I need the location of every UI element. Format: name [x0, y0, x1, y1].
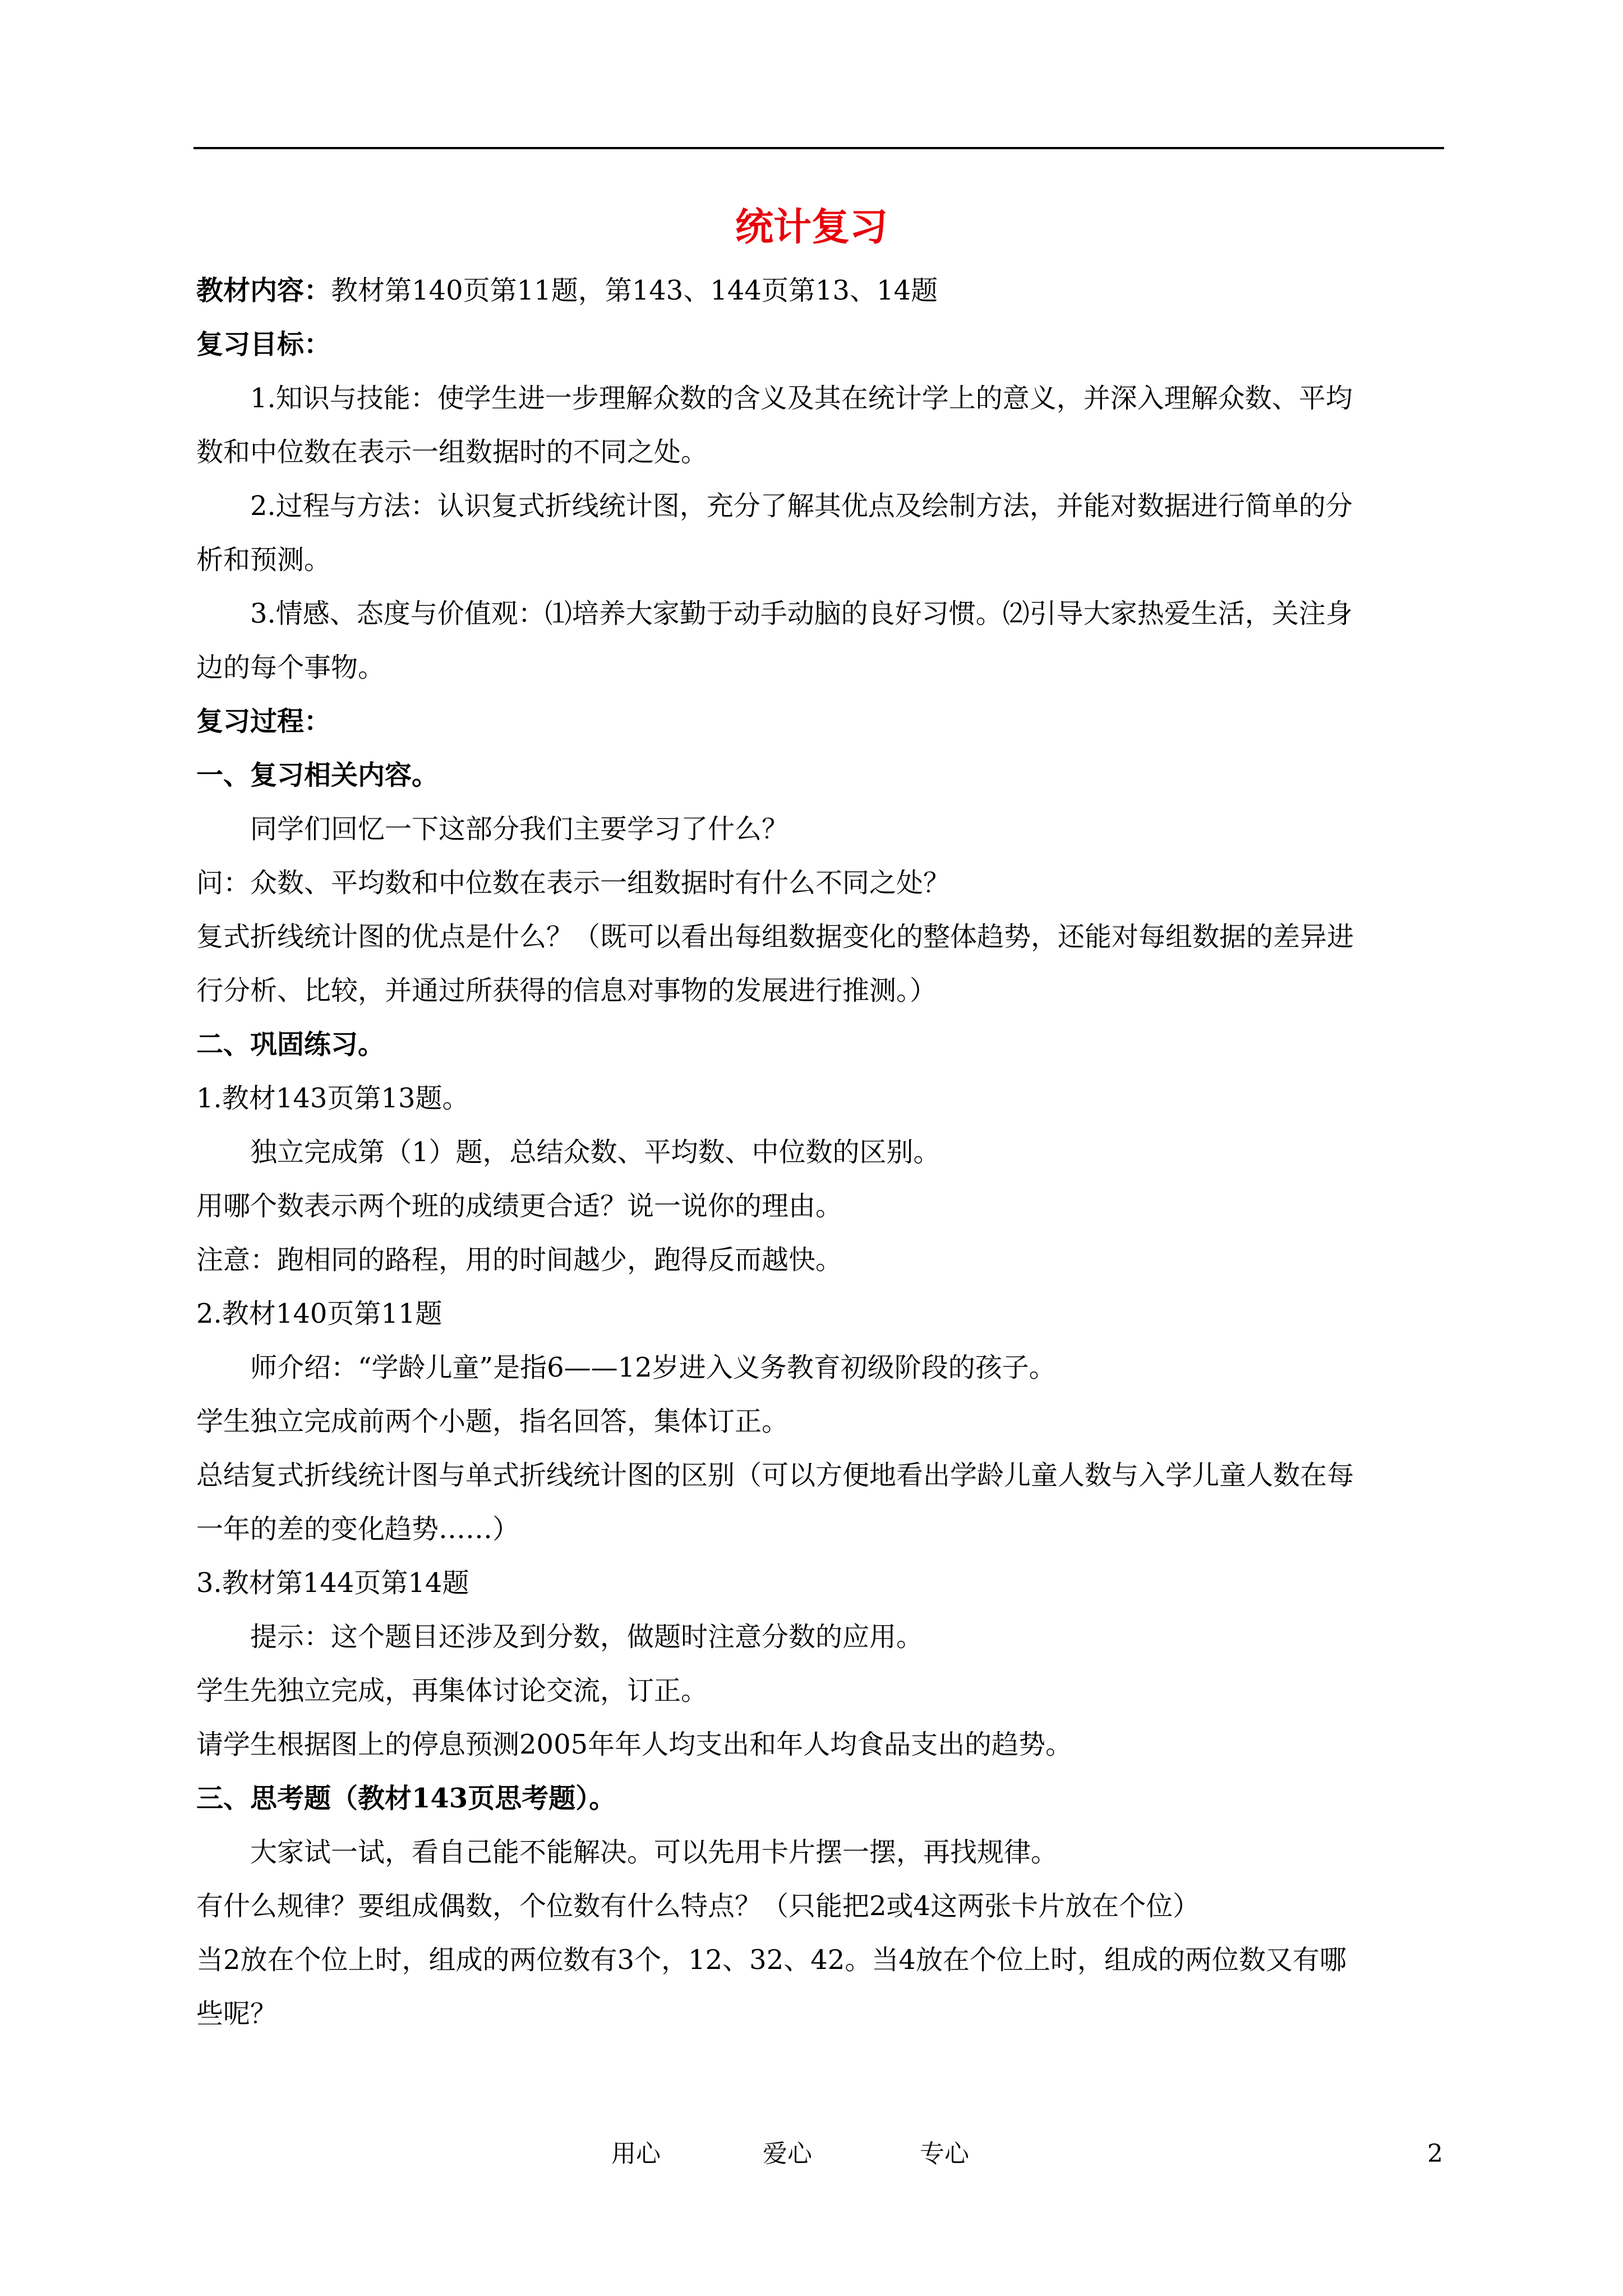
exercise-1-heading: 1.教材143页第13题。	[196, 1083, 469, 1114]
paragraph-line: 注意：跑相同的路程，用的时间越少，跑得反而越快。	[196, 1244, 843, 1276]
paragraph-line: 用哪个数表示两个班的成绩更合适？说一说你的理由。	[196, 1190, 843, 1222]
paragraph-line: 总结复式折线统计图与单式折线统计图的区别（可以方便地看出学龄儿童人数与入学儿童人数在每	[196, 1460, 1354, 1491]
textbook-content-line	[196, 264, 1444, 318]
page-title: 统计复习	[735, 205, 888, 250]
paragraph-line: 些呢？	[196, 1998, 278, 2030]
paragraph-line: 学生独立完成前两个小题，指名回答，集体订正。	[196, 1406, 789, 1437]
paragraph-line: 独立完成第（1）题，总结众数、平均数、中位数的区别。	[250, 1137, 940, 1168]
page-footer	[0, 2132, 1623, 2177]
review-goals-heading: 复习目标：	[196, 329, 331, 360]
header-rule	[193, 147, 1444, 149]
review-process-heading: 复习过程：	[196, 706, 331, 737]
textbook-content-text: 教材第140页第11题，第143、144页第13、14题	[331, 275, 938, 306]
goal-3-line-2: 边的每个事物。	[196, 652, 385, 683]
paragraph-line: 请学生根据图上的停息预测2005年年人均支出和年人均食品支出的趋势。	[196, 1729, 1073, 1760]
footer-word-1: 用心	[611, 2139, 661, 2168]
paragraph-line: 复式折线统计图的优点是什么？（既可以看出每组数据变化的整体趋势，还能对每组数据的差异进	[196, 921, 1354, 953]
exercise-2-heading: 2.教材140页第11题	[196, 1298, 442, 1329]
paragraph-line: 同学们回忆一下这部分我们主要学习了什么？	[250, 813, 789, 845]
goal-1-line-1: 1.知识与技能：使学生进一步理解众数的含义及其在统计学上的意义，并深入理解众数、平均	[250, 383, 1353, 414]
paragraph-line: 学生先独立完成，再集体讨论交流，订正。	[196, 1675, 708, 1706]
paragraph-line: 行分析、比较，并通过所获得的信息对事物的发展进行推测。）	[196, 975, 937, 1006]
page-number: 2	[1427, 2139, 1443, 2168]
paragraph-line: 大家试一试，看自己能不能解决。可以先用卡片摆一摆，再找规律。	[250, 1837, 1058, 1868]
paragraph-line: 一年的差的变化趋势……）	[196, 1513, 520, 1545]
exercise-3-heading: 3.教材第144页第14题	[196, 1567, 469, 1599]
footer-word-3: 专心	[920, 2139, 969, 2168]
section-2-heading: 二、巩固练习。	[196, 1029, 385, 1060]
goal-3-line-1: 3.情感、态度与价值观：⑴培养大家勤于动手动脑的良好习惯。⑵引导大家热爱生活，关注身	[250, 598, 1353, 629]
paragraph-line: 问：众数、平均数和中位数在表示一组数据时有什么不同之处？	[196, 867, 951, 899]
paragraph-line: 提示：这个题目还涉及到分数，做题时注意分数的应用。	[250, 1621, 924, 1653]
goal-2-line-1: 2.过程与方法：认识复式折线统计图，充分了解其优点及绘制方法，并能对数据进行简单的分	[250, 490, 1353, 522]
footer-word-2: 爱心	[763, 2139, 812, 2168]
document-body	[196, 264, 1444, 2041]
goal-2-line-2: 析和预测。	[196, 544, 331, 576]
section-3-heading: 三、思考题（教材143页思考题）。	[196, 1783, 616, 1814]
paragraph-line: 当2放在个位上时，组成的两位数有3个，12、32、42。当4放在个位上时，组成的两位数又有哪	[196, 1944, 1347, 1976]
section-1-heading: 一、复习相关内容。	[196, 760, 439, 791]
paragraph-line: 师介绍：“学龄儿童”是指6——12岁进入义务教育初级阶段的孩子。	[250, 1352, 1056, 1383]
textbook-content-label: 教材内容：	[196, 275, 331, 306]
paragraph-line: 有什么规律？要组成偶数，个位数有什么特点？（只能把2或4这两张卡片放在个位）	[196, 1890, 1200, 1922]
goal-1-line-2: 数和中位数在表示一组数据时的不同之处。	[196, 436, 708, 468]
